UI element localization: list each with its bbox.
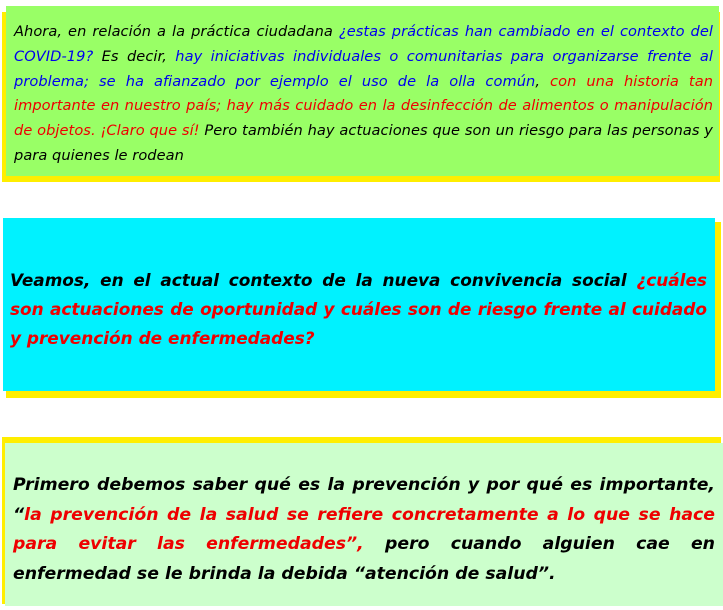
prevention-paragraph <box>13 471 715 589</box>
intro-text-box <box>6 6 719 176</box>
intro-text-2: Es decir, <box>93 47 176 65</box>
intro-paragraph <box>14 20 713 169</box>
prevention-lead: Primero debemos saber qué es la prevención y por qué es importante, “ <box>13 475 715 525</box>
prevention-text-box <box>5 443 723 606</box>
question-lead: Veamos, en el actual contexto de la nueva convivencia social <box>10 270 637 290</box>
intro-question: ¿estas prácticas han cambiado en el contexto del COVID-19? <box>14 23 713 65</box>
intro-text-1: Ahora, en relación a la práctica ciudadana <box>14 23 339 40</box>
intro-initiatives: hay iniciativas individuales o comunitarias para organizarse frente al problema; se ha afianzado por ejemplo el uso de la olla común <box>14 47 713 90</box>
prevention-tail: pero cuando alguien cae en enfermedad se le brinda la debida “atención de salud”. <box>13 534 715 584</box>
question-main: ¿cuáles son actuaciones de oportunidad y cuáles son de riesgo frente al cuidado y prevención de enfermedades? <box>10 270 707 348</box>
intro-comma: , <box>535 72 551 90</box>
question-paragraph <box>10 266 707 353</box>
prevention-definition: la prevención de la salud se refiere concretamente a lo que se hace para evitar las enfermedades”, <box>13 504 715 554</box>
intro-history: con una historia tan importante en nuestro país; hay más cuidado en la desinfección de alimentos o manipulación de objetos. ¡Claro que sí! <box>14 72 713 140</box>
intro-risk: Pero también hay actuaciones que son un riesgo para las personas y para quienes le rodean <box>14 122 713 164</box>
question-text-box <box>3 218 715 391</box>
